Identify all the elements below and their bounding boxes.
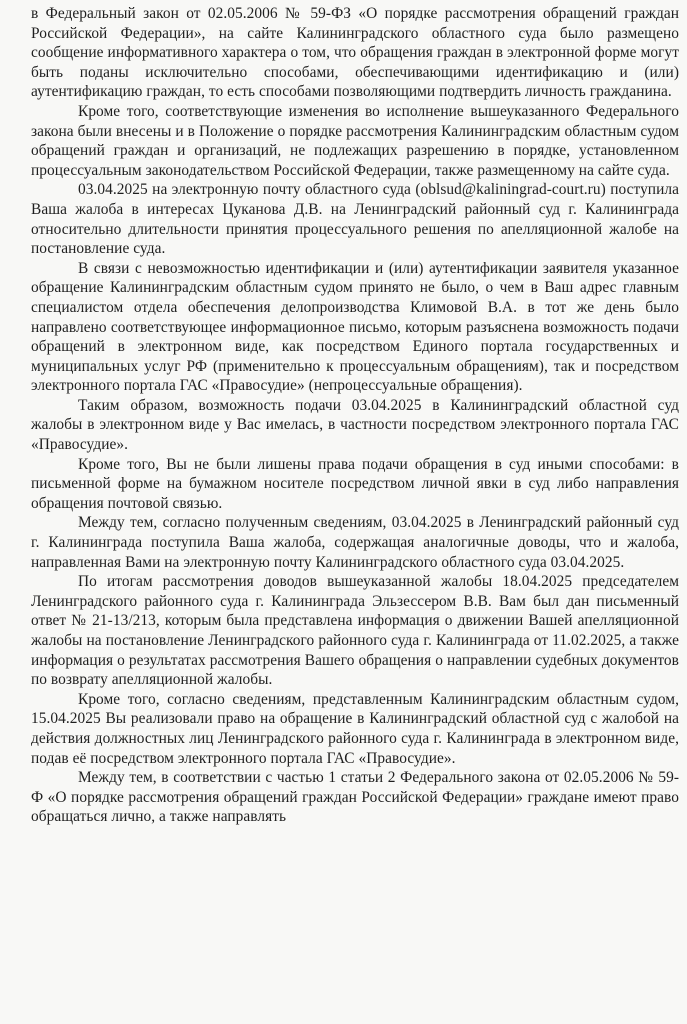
paragraph-2: Кроме того, соответствующие изменения во исполнение вышеуказанного Федерального закона были внесены и в Положение о порядке рассмотрения Калининградским областным судом обращений граждан и организаций, не подлежащих разрешению в порядке, установленном процессуальным законодательством Российской Федерации, также размещенному на сайте суда.: [31, 102, 679, 179]
paragraph-6: Кроме того, Вы не были лишены права подачи обращения в суд иными способами: в письменной форме на бумажном носителе посредством личной явки в суд либо направления обращения почтовой связью.: [31, 455, 679, 512]
paragraph-4: В связи с невозможностью идентификации и (или) аутентификации заявителя указанное обращение Калининградским областным судом принято не было, о чем в Ваш адрес главным специалистом отдела обеспечения делопроизводства Климовой В.А. в тот же день было направлено соответствующее информационное письмо, которым разъяснена возможность подачи обращений в электронном виде, как посредством Единого портала государственных и муниципальных услуг РФ (применительно к процессуальным обращениям), так и посредством электронного портала ГАС «Правосудие» (непроцессуальные обращения).: [31, 259, 679, 395]
paragraph-3: 03.04.2025 на электронную почту областного суда (oblsud@kaliningrad-court.ru) поступила Ваша жалоба в интересах Цуканова Д.В. на Ленинградский районный суд г. Калининграда относительно длительности принятия процессуального решения по апелляционной жалобе на постановление суда.: [31, 181, 679, 258]
paragraph-8: По итогам рассмотрения доводов вышеуказанной жалобы 18.04.2025 председателем Ленинградского районного суда г. Калининграда Эльзессером В.В. Вам был дан письменный ответ № 21-13/213, которым была представлена информация о движении Вашей апелляционной жалобы на постановление Ленинградского районного суда г. Калининграда от 11.02.2025, а также информация о результатах рассмотрения Вашего обращения о направлении судебных документов по возврату апелляционной жалобы.: [31, 573, 679, 689]
paragraph-10: Между тем, в соответствии с частью 1 статьи 2 Федерального закона от 02.05.2006 № 59-Ф «О порядке рассмотрения обращений граждан Российской Федерации» граждане имеют право обращаться лично, а также направлять: [31, 769, 679, 826]
paragraph-9: Кроме того, согласно сведениям, представленным Калининградским областным судом, 15.04.2025 Вы реализовали право на обращение в Калининградский областной суд с жалобой на действия должностных лиц Ленинградского районного суда г. Калининграда в электронном виде, подав её посредством электронного портала ГАС «Правосудие».: [31, 690, 679, 767]
paragraph-7: Между тем, согласно полученным сведениям, 03.04.2025 в Ленинградский районный суд г. Калининграда поступила Ваша жалоба, содержащая аналогичные доводы, что и жалоба, направленная Вами на электронную почту Калининградского областного суда 03.04.2025.: [31, 514, 679, 571]
paragraph-1: в Федеральный закон от 02.05.2006 № 59-ФЗ «О порядке рассмотрения обращений граждан Российской Федерации», на сайте Калининградского областного суда было размещено сообщение информативного характера о том, что обращения граждан в электронной форме могут быть поданы исключительно способами, обеспечивающими идентификацию и (или) аутентификацию граждан, то есть способами позволяющими подтвердить личность гражданина.: [31, 5, 679, 101]
paragraph-5: Таким образом, возможность подачи 03.04.2025 в Калининградский областной суд жалобы в электронном виде у Вас имелась, в частности посредством электронного портала ГАС «Правосудие».: [31, 396, 679, 454]
